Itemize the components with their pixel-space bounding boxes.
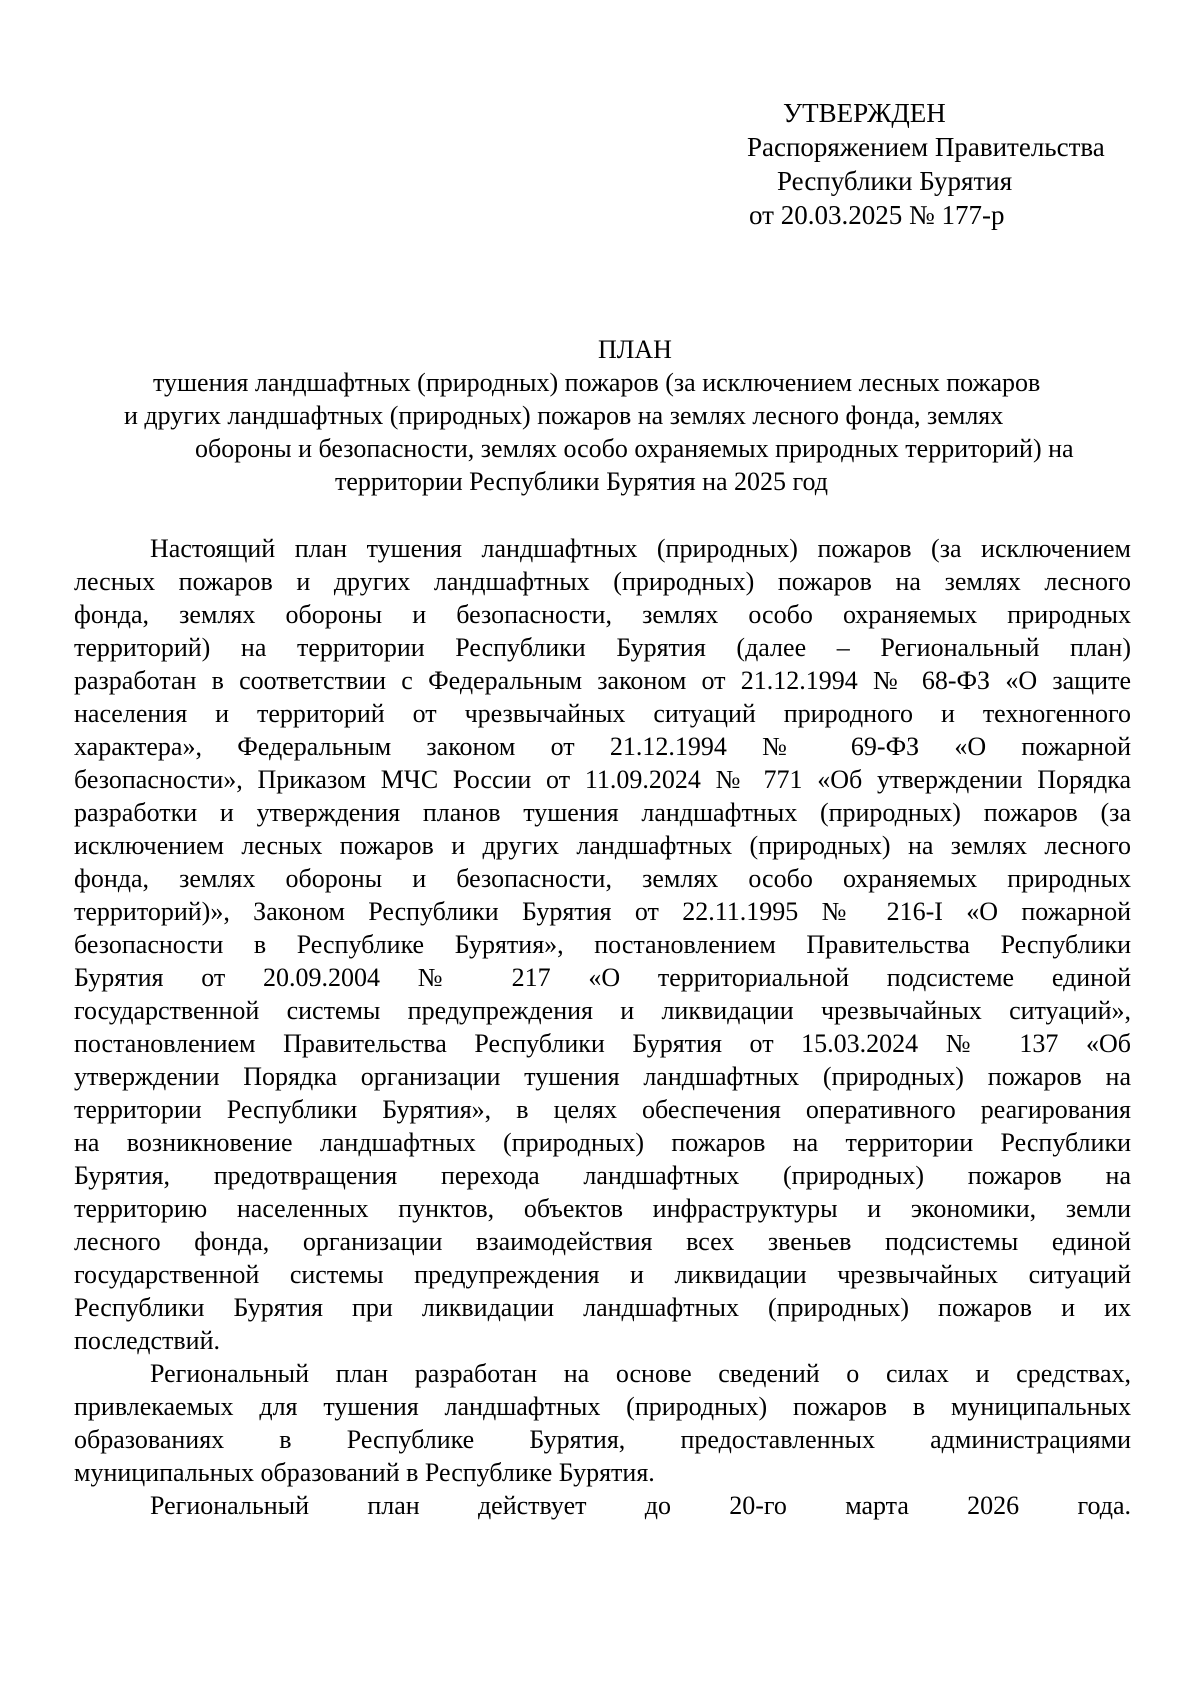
paragraph-line: Региональный план действует до 20-го марта 2026 года. xyxy=(150,1491,1131,1520)
approval-authority: Распоряжением Правительства xyxy=(747,132,1105,162)
paragraph-line: фонда, землях обороны и безопасности, землях особо охраняемых природных xyxy=(74,864,1131,893)
title-heading: ПЛАН xyxy=(598,335,672,364)
approval-stamp xyxy=(700,96,1160,232)
approval-status: УТВЕРЖДЕН xyxy=(783,98,946,128)
paragraph-line: на возникновение ландшафтных (природных) пожаров на территории Республики xyxy=(74,1128,1131,1157)
paragraph-line: разработан в соответствии с Федеральным законом от 21.12.1994 № 68-ФЗ «О защите xyxy=(74,666,1131,695)
paragraph-line: Региональный план разработан на основе сведений о силах и средствах, xyxy=(150,1359,1131,1388)
paragraph-line: лесного фонда, организации взаимодействия всех звеньев подсистемы единой xyxy=(74,1227,1131,1256)
paragraph-line: безопасности», Приказом МЧС России от 11.09.2024 № 771 «Об утверждении Порядка xyxy=(74,765,1131,794)
paragraph-line: муниципальных образований в Республике Бурятия. xyxy=(74,1458,655,1487)
paragraph-line: последствий. xyxy=(74,1326,221,1355)
paragraph-line: Бурятия, предотвращения перехода ландшафтных (природных) пожаров на xyxy=(74,1161,1131,1190)
paragraph-line: лесных пожаров и других ландшафтных (природных) пожаров на землях лесного xyxy=(74,567,1131,596)
paragraph-line: постановлением Правительства Республики Бурятия от 15.03.2024 № 137 «Об xyxy=(74,1029,1131,1058)
paragraph-line: государственной системы предупреждения и ликвидации чрезвычайных ситуаций», xyxy=(74,996,1131,1025)
document-body xyxy=(74,532,1131,1522)
paragraph-line: фонда, землях обороны и безопасности, землях особо охраняемых природных xyxy=(74,600,1131,629)
paragraph-line: Республики Бурятия при ликвидации ландшафтных (природных) пожаров и их xyxy=(74,1293,1131,1322)
paragraph-legal-basis xyxy=(74,532,1131,1357)
paragraph-line: утверждении Порядка организации тушения ландшафтных (природных) пожаров на xyxy=(74,1062,1131,1091)
paragraph-line: территорий) на территории Республики Бурятия (далее – Региональный план) xyxy=(74,633,1131,662)
paragraph-line: Настоящий план тушения ландшафтных (природных) пожаров (за исключением xyxy=(150,534,1131,563)
paragraph-line: привлекаемых для тушения ландшафтных (природных) пожаров в муниципальных xyxy=(74,1392,1131,1421)
paragraph-line: образованиях в Республике Бурятия, предоставленных администрациями xyxy=(74,1425,1131,1454)
paragraph-data-sources xyxy=(74,1357,1131,1489)
document-title xyxy=(80,333,1200,498)
paragraph-line: населения и территорий от чрезвычайных ситуаций природного и техногенного xyxy=(74,699,1131,728)
title-line: и других ландшафтных (природных) пожаров на землях лесного фонда, землях xyxy=(124,401,1004,430)
paragraph-line: государственной системы предупреждения и ликвидации чрезвычайных ситуаций xyxy=(74,1260,1131,1289)
paragraph-line: территории Республики Бурятия», в целях обеспечения оперативного реагирования xyxy=(74,1095,1131,1124)
paragraph-line: безопасности в Республике Бурятия», постановлением Правительства Республики xyxy=(74,930,1131,959)
paragraph-validity xyxy=(74,1489,1131,1522)
paragraph-line: Бурятия от 20.09.2004 № 217 «О территориальной подсистеме единой xyxy=(74,963,1131,992)
paragraph-line: исключением лесных пожаров и других ландшафтных (природных) на землях лесного xyxy=(74,831,1131,860)
title-line: территории Республики Бурятия на 2025 год xyxy=(335,467,829,496)
title-line: обороны и безопасности, землях особо охраняемых природных территорий) на xyxy=(195,434,1074,463)
paragraph-line: характера», Федеральным законом от 21.12.1994 № 69-ФЗ «О пожарной xyxy=(74,732,1131,761)
approval-authority-region: Республики Бурятия xyxy=(777,166,1013,196)
approval-date-number: от 20.03.2025 № 177-р xyxy=(749,200,1005,230)
paragraph-line: территорию населенных пунктов, объектов инфраструктуры и экономики, земли xyxy=(74,1194,1131,1223)
paragraph-line: территорий)», Законом Республики Бурятия от 22.11.1995 № 216-I «О пожарной xyxy=(74,897,1131,926)
paragraph-line: разработки и утверждения планов тушения ландшафтных (природных) пожаров (за xyxy=(74,798,1131,827)
title-line: тушения ландшафтных (природных) пожаров (за исключением лесных пожаров xyxy=(153,368,1041,397)
